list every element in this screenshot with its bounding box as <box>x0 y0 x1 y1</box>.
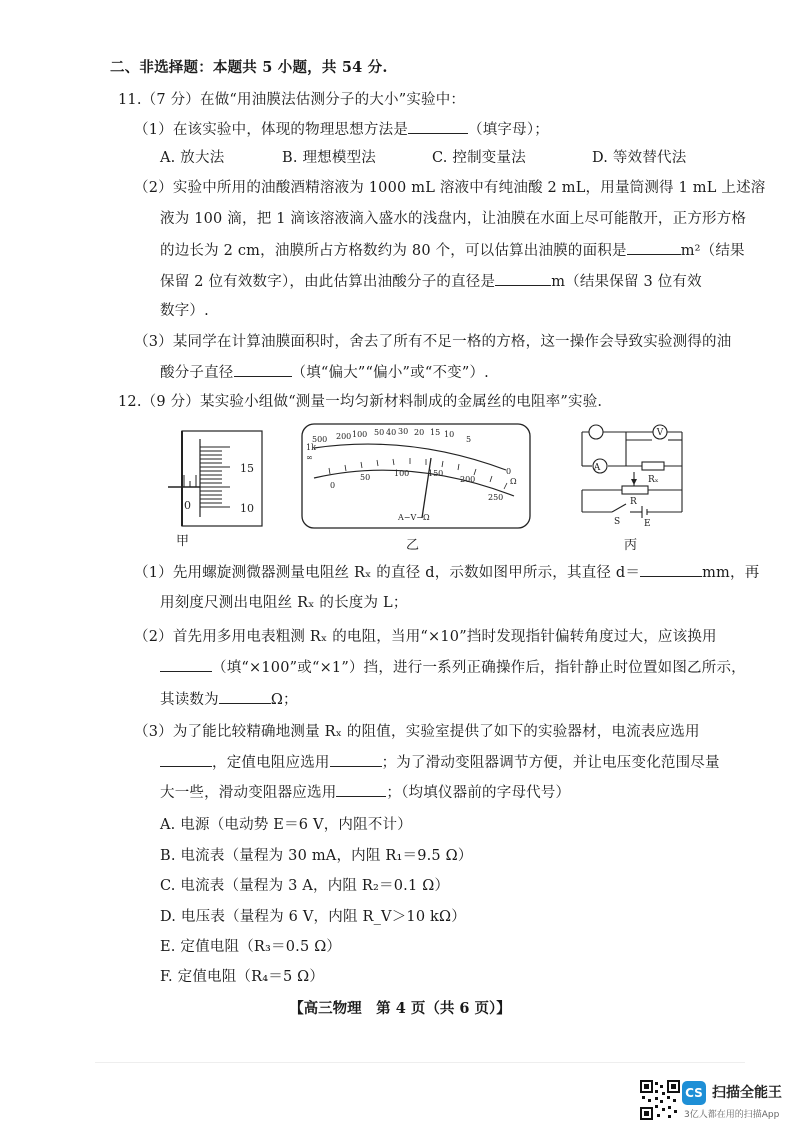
cs-logo-icon: CS <box>682 1081 706 1105</box>
ohm-label: 200 <box>336 432 352 441</box>
micrometer-label-10: 10 <box>240 502 254 515</box>
q12-part1-line2: 用刻度尺测出电阻丝 Rₓ 的长度为 L； <box>160 595 408 611</box>
caption-bing: 丙 <box>624 538 638 553</box>
linear-label: 250 <box>488 493 504 502</box>
meter-bottom-label: A−V−Ω <box>398 513 430 522</box>
answer-blank <box>219 689 271 704</box>
micrometer-label-0: 0 <box>184 499 191 512</box>
ohm-label: 5 <box>466 435 472 444</box>
linear-label: 50 <box>360 473 371 482</box>
micrometer-figure <box>160 425 270 535</box>
caption-jia: 甲 <box>176 534 190 549</box>
q11-part3-line1: （3）某同学在计算油膜面积时，舍去了所有不足一格的方格，这一操作会导致实验测得的油 <box>134 334 732 350</box>
q12-stem: 12.（9 分）某实验小组做“测量一均匀新材料制成的金属丝的电阻率”实验. <box>118 394 603 410</box>
answer-blank <box>234 362 292 377</box>
equipment-item: F. 定值电阻（R₄＝5 Ω） <box>160 969 325 985</box>
divider <box>95 1062 745 1063</box>
ohm-label: 20 <box>414 428 425 437</box>
q12-part3-line2: ，定值电阻应选用 ；为了滑动变阻器调节方便，并让电压变化范围尽量 <box>160 752 720 773</box>
ammeter-label: A <box>593 463 601 473</box>
circuit-figure <box>572 420 694 532</box>
equipment-item: C. 电流表（量程为 3 A，内阻 R₂＝0.1 Ω） <box>160 878 450 894</box>
section-header: 二、非选择题：本题共 5 小题，共 54 分. <box>110 59 388 76</box>
ohm-label: 10 <box>444 430 455 439</box>
q11-stem: 11.（7 分）在做“用油膜法估测分子的大小”实验中： <box>118 92 466 108</box>
linear-label: 100 <box>394 469 410 478</box>
q12-part2-line2: （填“×100”或“×1”）挡，进行一系列正确操作后，指针静止时位置如图乙所示， <box>160 657 746 678</box>
qr-code-icon <box>640 1080 680 1120</box>
q11-part2-line1: （2）实验中所用的油酸酒精溶液为 1000 mL 溶液中有纯油酸 2 mL，用量筒测得 1 mL 上述溶 <box>134 180 766 196</box>
ohm-label: 15 <box>430 428 441 437</box>
scanner-tagline: 3亿人都在用的扫描App <box>684 1110 780 1120</box>
linear-label: 0 <box>330 481 336 490</box>
resistor-rx-label: Rₓ <box>648 475 659 485</box>
q11-part2-line2: 液为 100 滴，把 1 滴该溶液滴入盛水的浅盘内，让油膜在水面上尽可能散开，正方形方格 <box>160 211 747 227</box>
ohm-label: 100 <box>352 430 368 439</box>
answer-blank <box>495 271 551 286</box>
equipment-item: A. 电源（电动势 E＝6 V，内阻不计） <box>160 817 412 833</box>
q11-part1: （1）在该实验中，体现的物理思想方法是 （填字母）； <box>134 119 549 140</box>
linear-label: 200 <box>460 475 476 484</box>
answer-blank <box>160 657 212 672</box>
answer-blank <box>408 119 468 134</box>
battery-label: E <box>644 519 651 529</box>
q12-part1-line1: （1）先用螺旋测微器测量电阻丝 Rₓ 的直径 d，示数如图甲所示，其直径 d＝ mm，再 <box>134 562 759 583</box>
multimeter-figure <box>300 422 532 534</box>
q11-part2-line4: 保留 2 位有效数字），由此估算出油酸分子的直径是 m（结果保留 3 位有效 <box>160 271 702 292</box>
answer-blank <box>336 782 386 797</box>
equipment-item: E. 定值电阻（R₃＝0.5 Ω） <box>160 939 342 955</box>
equipment-item: B. 电流表（量程为 30 mA，内阻 R₁＝9.5 Ω） <box>160 848 473 864</box>
rheostat-label: R <box>630 497 637 507</box>
ohm-label: 50 <box>374 428 385 437</box>
ohm-label: 500 <box>312 435 328 444</box>
q11-option-b: B. 理想模型法 <box>282 150 376 166</box>
ohm-unit-label: Ω <box>510 477 517 486</box>
q12-part2-line3: 其读数为 Ω； <box>160 689 298 710</box>
q11-option-c: C. 控制变量法 <box>432 150 526 166</box>
ohm-zero-label: 0 <box>506 467 512 476</box>
ohm-label: 30 <box>398 427 409 436</box>
q12-part3-line3: 大一些，滑动变阻器应选用 ；（均填仪器前的字母代号） <box>160 782 570 803</box>
micrometer-label-15: 15 <box>240 462 254 475</box>
answer-blank <box>627 240 681 255</box>
linear-label: 150 <box>428 469 444 478</box>
ohm-label: ∞ <box>306 453 313 462</box>
ohm-label: 1k <box>306 443 316 452</box>
q12-part2-line1: （2）首先用多用电表粗测 Rₓ 的电阻，当用“×10”挡时发现指针偏转角度过大，应该换用 <box>134 629 717 645</box>
answer-blank <box>330 752 382 767</box>
answer-blank <box>160 752 212 767</box>
equipment-item: D. 电压表（量程为 6 V，内阻 R_V＞10 kΩ） <box>160 909 466 925</box>
ohm-label: 40 <box>386 428 397 437</box>
answer-blank <box>640 562 702 577</box>
q11-option-d: D. 等效替代法 <box>592 150 687 166</box>
q11-part2-line5: 数字）. <box>160 303 209 319</box>
q11-part2-line3: 的边长为 2 cm，油膜所占方格数约为 80 个，可以估算出油膜的面积是 m²（结果 <box>160 240 745 261</box>
caption-yi: 乙 <box>406 538 420 553</box>
scanner-app-name: 扫描全能王 <box>712 1085 782 1101</box>
q11-option-a: A. 放大法 <box>160 150 225 166</box>
q12-part3-line1: （3）为了能比较精确地测量 Rₓ 的阻值，实验室提供了如下的实验器材，电流表应选用 <box>134 724 700 740</box>
q11-part3-line2: 酸分子直径 （填“偏大”“偏小”或“不变”）. <box>160 362 489 383</box>
voltmeter-label: V <box>656 428 664 438</box>
switch-label: S <box>614 517 621 527</box>
page-footer: 【高三物理 第 4 页（共 6 页）】 <box>289 1000 511 1017</box>
